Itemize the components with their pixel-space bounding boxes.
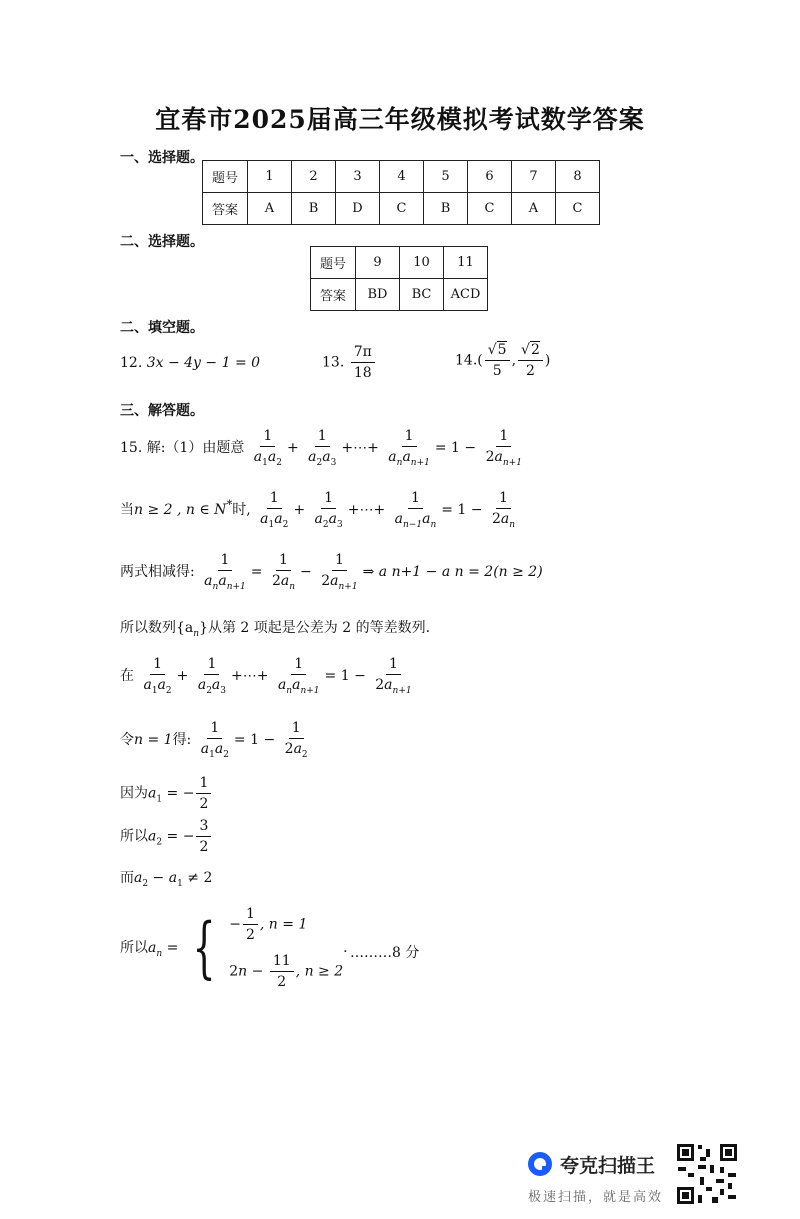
frac-den: 2 <box>525 363 535 380</box>
text: 所以 <box>120 828 148 845</box>
table-row <box>203 161 600 193</box>
table-cell: C <box>556 193 600 225</box>
q15-line8: 所以$a_2$ = − $\frac{3}{2}$ <box>120 818 213 855</box>
text: 在 <box>120 668 134 685</box>
section4-heading: 三、解答题。 <box>120 403 204 419</box>
table-cell: 4 <box>380 161 424 193</box>
table-cell: B <box>424 193 468 225</box>
table-cell: 8 <box>556 161 600 193</box>
quark-logo <box>527 1151 553 1181</box>
math-cond: n ≥ 2 , n ∈ N <box>134 502 227 519</box>
q-number: 12. <box>120 355 143 371</box>
q-number: 13. <box>322 354 345 371</box>
section1-heading: 一、选择题。 <box>120 150 204 166</box>
frac-num: 1 <box>196 775 211 794</box>
section3-heading: 二、填空题。 <box>120 320 204 336</box>
math-expr: 3x − 4y − 1 = 0 <box>146 355 261 371</box>
table-cell: A <box>248 193 292 225</box>
frac-num: 3 <box>196 818 211 837</box>
text: 两式相减得: <box>120 564 195 581</box>
table-cell: 3 <box>336 161 380 193</box>
table-cell: 6 <box>468 161 512 193</box>
table-cell: BC <box>400 279 444 311</box>
q15-line7: 因为$a_1$ = − $\frac{1}{2}$ <box>120 775 213 812</box>
math-expr: a n+1 − a n = 2(n ≥ 2) <box>378 564 543 581</box>
q15-line2: 当n ≥ 2 , n ∈ N*时, $\frac{1}{a_1a_2}$ + $\frac{1}{a_2a_3}$ +⋯+ $\frac{1}{a_{n-1}a_n}$ = 1 − $\frac{1}{2a_n}$ <box>120 490 516 530</box>
brand-slogan: 极速扫描，就是高效 <box>528 1190 664 1205</box>
sqrt-value: 2 <box>530 342 540 358</box>
table-cell: 11 <box>444 247 488 279</box>
q-number: 14. <box>455 352 478 369</box>
q15-line10: 所以$a_n$ = { − $\frac{1}{2}$ , n = 1 2n − $\frac{11}{2}$ , n ≥ 2 . <box>120 906 348 991</box>
brand-name: 夸克扫描王 <box>560 1155 656 1177</box>
case-cond: , n ≥ 2 <box>295 963 344 980</box>
header-label: 题号 <box>203 161 248 193</box>
answer-table-2 <box>310 246 488 311</box>
table-row <box>311 247 488 279</box>
case-cond: , n = 1 <box>259 916 308 933</box>
answer-12 <box>120 355 260 371</box>
table-cell: C <box>468 193 512 225</box>
q15-line5: 在 $\frac{1}{a_1a_2}$ + $\frac{1}{a_2a_3}$ +⋯+ $\frac{1}{a_na_{n+1}}$ = 1 − $\frac{1}{2a_{n+1}}$ <box>120 656 412 696</box>
table-row <box>203 193 600 225</box>
frac-den: 5 <box>492 363 502 380</box>
math-cond: n = 1 <box>134 732 173 749</box>
text: 而 <box>120 870 134 886</box>
answer-label: 答案 <box>311 279 356 311</box>
qr-code <box>676 1143 738 1209</box>
frac-num: 7π <box>351 344 375 363</box>
table-cell: 1 <box>248 161 292 193</box>
qr-code-icon <box>676 1143 738 1205</box>
q15-line4: 所以数列$\{a_n\}$从第 2 项起是公差为 2 的等差数列. <box>120 620 431 639</box>
table-cell: A <box>512 193 556 225</box>
table-cell: ACD <box>444 279 488 311</box>
text: 得: <box>172 732 192 749</box>
header-label: 题号 <box>311 247 356 279</box>
q15-line3: 两式相减得: $\frac{1}{a_na_{n+1}}$ = $\frac{1}{2a_n}$ − $\frac{1}{2a_{n+1}}$ ⇒ a n+1 − a n = 2(n ≥ 2) <box>120 552 543 592</box>
score-mark: ………8 分 <box>350 945 420 961</box>
answer-14: 14.( $\frac{√5}{5}$ , $\frac{√2}{2}$ ) <box>455 342 551 380</box>
text: }从第 2 项起是公差为 2 的等差数列. <box>199 620 431 636</box>
table-cell: 9 <box>356 247 400 279</box>
section2-heading: 二、选择题。 <box>120 234 204 250</box>
text: 因为 <box>120 785 148 802</box>
table-cell: B <box>292 193 336 225</box>
frac-den: 18 <box>353 365 372 382</box>
q15-line9: 而$a_2 - a_1 \ne 2$ <box>120 870 213 889</box>
table-cell: 7 <box>512 161 556 193</box>
q15-line1: 15. 解:（1）由题意 $\frac{1}{a_1a_2}$ + $\frac{1}{a_2a_3}$ +⋯+ $\frac{1}{a_na_{n+1}}$ = 1 − $\frac{1}{2a_{n+1}}$ <box>120 428 522 468</box>
table-cell: 2 <box>292 161 336 193</box>
q15-intro: 15. 解:（1）由题意 <box>120 440 245 457</box>
table-cell: C <box>380 193 424 225</box>
text: 令 <box>120 732 134 749</box>
math-expr: ≠ 2 <box>187 870 213 886</box>
text: 时, <box>232 502 251 519</box>
q15-line6: 令n = 1得: $\frac{1}{a_1a_2}$ = 1 − $\frac{1}{2a_2}$ <box>120 720 308 760</box>
answer-13 <box>322 344 377 381</box>
quark-logo-icon <box>527 1151 553 1177</box>
answer-label: 答案 <box>203 193 248 225</box>
answer-table-1 <box>202 160 600 225</box>
table-cell: 10 <box>400 247 444 279</box>
text: 所以数列{a <box>120 620 194 636</box>
text: 所以 <box>120 940 148 957</box>
page-title: 宜春市2025届高三年级模拟考试数学答案 <box>155 105 645 134</box>
table-cell: 5 <box>424 161 468 193</box>
table-cell: BD <box>356 279 400 311</box>
table-cell: D <box>336 193 380 225</box>
sqrt-value: 5 <box>497 342 507 358</box>
piecewise-cases: − $\frac{1}{2}$ , n = 1 2n − $\frac{11}{2}$ , n ≥ 2 <box>229 906 344 991</box>
brace: { <box>192 909 216 987</box>
text: 当 <box>120 502 134 519</box>
table-row <box>311 279 488 311</box>
